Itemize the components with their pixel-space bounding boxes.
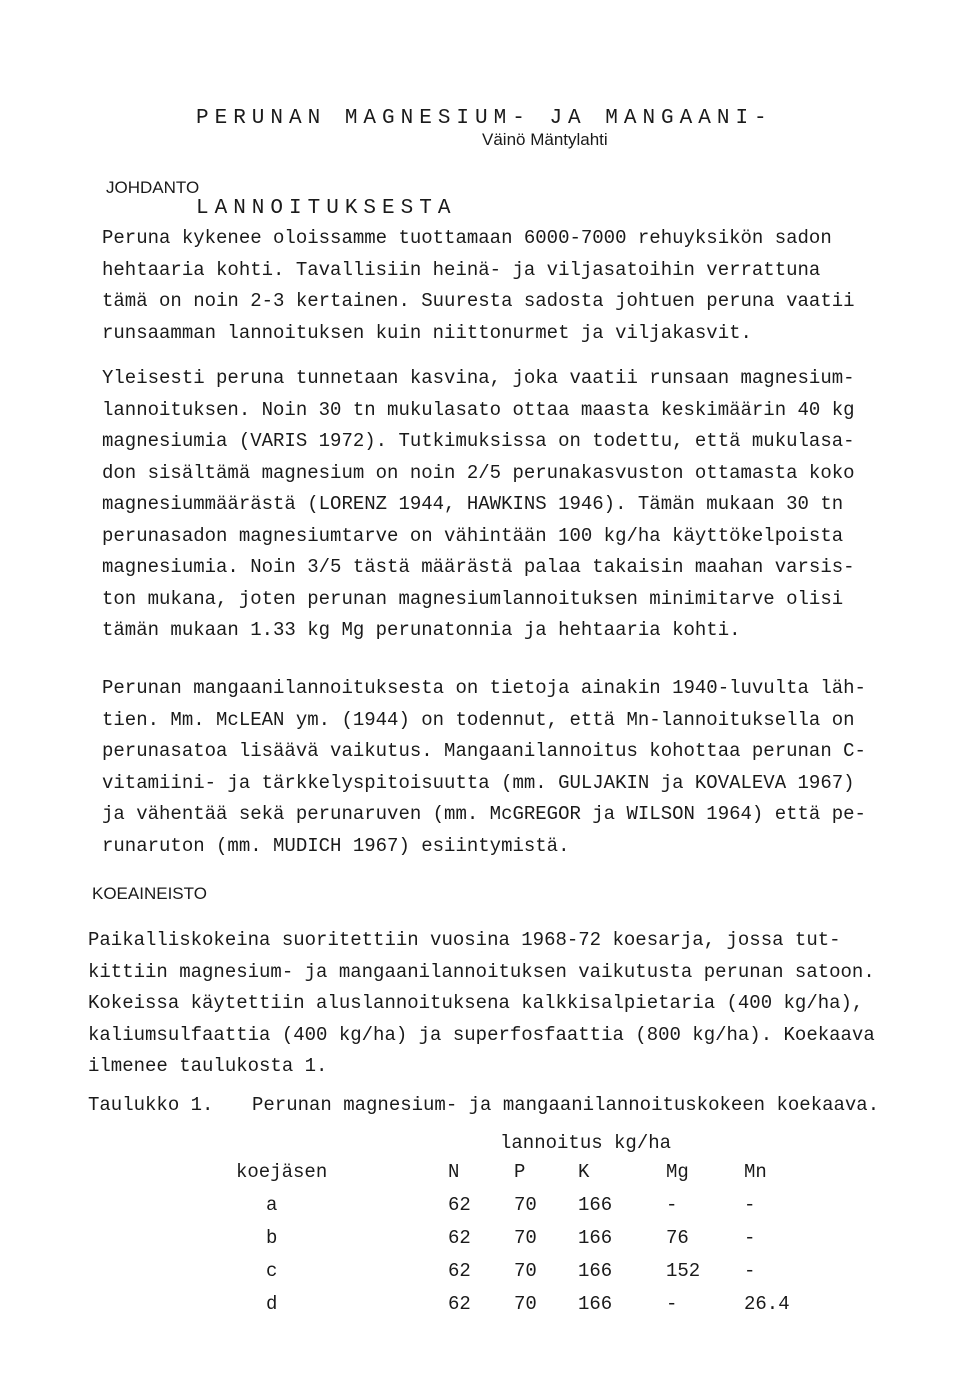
table-cell: 26.4 (744, 1292, 790, 1315)
text-line: ilmenee taulukosta 1. (88, 1055, 328, 1077)
text-line: ja vähentää sekä perunaruven (mm. McGREGOR ja WILSON 1964) että pe- (102, 803, 866, 825)
text-line: Perunan mangaanilannoituksesta on tietoja ainakin 1940-luvulta läh- (102, 677, 866, 699)
text-line: magnesiumia. Noin 3/5 tästä määrästä palaa takaisin maahan varsis- (102, 556, 855, 578)
column-header-koejasen: koejäsen (236, 1160, 328, 1183)
table-cell: c (266, 1259, 278, 1282)
table-group-header: lannoitus kg/ha (500, 1132, 672, 1154)
table-cell: 70 (514, 1193, 537, 1216)
text-line: ton mukana, joten perunan magnesiumlannoituksen minimitarve olisi (102, 587, 844, 610)
text-line: runaruton (mm. MUDICH 1967) esiintymistä. (102, 834, 570, 857)
column-header-k: K (578, 1160, 590, 1183)
table-cell: 166 (578, 1292, 613, 1315)
table-cell: 76 (666, 1226, 689, 1249)
title-line-1: PERUNAN MAGNESIUM- JA MANGAANI- (196, 107, 773, 130)
table-cell: - (744, 1226, 756, 1249)
text-line: perunasatoa lisäävä vaikutus. Mangaanilannoitus kohottaa perunan C- (102, 740, 866, 762)
text-line: magnesiummäärästä (LORENZ 1944, HAWKINS 1946). Tämän mukaan 30 tn (102, 493, 844, 515)
table-row (236, 1188, 804, 1221)
text-line: runsaamman lannoituksen kuin niittonurmet ja viljakasvit. (102, 321, 752, 344)
column-header-mn: Mn (744, 1160, 767, 1183)
table-cell: - (744, 1259, 756, 1282)
table-row (236, 1287, 804, 1320)
column-header-p: P (514, 1160, 526, 1183)
paragraph-materials (88, 925, 948, 1083)
text-line: kittiin magnesium- ja mangaanilannoituksen vaikutusta perunan satoon. (88, 960, 875, 983)
author-name: Väinö Mäntylahti (482, 130, 608, 149)
text-line: Peruna kykenee oloissamme tuottamaan 6000-7000 rehuyksikön sadon (102, 227, 832, 249)
section-heading-johdanto: JOHDANTO (106, 178, 200, 197)
table-row (236, 1221, 804, 1254)
table-label: Taulukko 1. (88, 1094, 214, 1116)
text-line: tämän mukaan 1.33 kg Mg perunatonnia ja hehtaaria kohti. (102, 619, 741, 641)
table-cell: 70 (514, 1226, 537, 1249)
table-cell: - (666, 1292, 678, 1315)
table-cell: - (666, 1193, 678, 1216)
title-line-2: LANNOITUKSESTA (196, 197, 457, 220)
text-line: kaliumsulfaattia (400 kg/ha) ja superfosfaattia (800 kg/ha). Koekaava (88, 1023, 875, 1046)
text-line: perunasadon magnesiumtarve on vähintään 100 kg/ha käyttökelpoista (102, 524, 844, 547)
paragraph-intro-3 (102, 673, 942, 862)
table-cell: d (266, 1292, 278, 1315)
table-header-row (236, 1155, 804, 1188)
fertilization-table (236, 1155, 804, 1320)
table-cell: 70 (514, 1259, 537, 1282)
text-line: magnesiumia (VARIS 1972). Tutkimuksissa on todettu, että mukulasa- (102, 430, 855, 452)
table-row (236, 1254, 804, 1287)
table-cell: b (266, 1226, 278, 1249)
text-line: lannoituksen. Noin 30 tn mukulasato ottaa maasta keskimäärin 40 kg (102, 398, 855, 421)
text-line: Paikalliskokeina suoritettiin vuosina 1968-72 koesarja, jossa tut- (88, 929, 841, 951)
text-line: don sisältämä magnesium on noin 2/5 perunakasvuston ottamasta koko (102, 461, 855, 484)
table-cell: 152 (666, 1259, 701, 1282)
section-heading-koeaineisto: KOEAINEISTO (92, 884, 207, 903)
text-line: hehtaaria kohti. Tavallisiin heinä- ja viljasatoihin verrattuna (102, 258, 821, 281)
column-header-mg: Mg (666, 1160, 689, 1183)
table-cell: 166 (578, 1259, 613, 1282)
table-cell: - (744, 1193, 756, 1216)
table-caption-text: Perunan magnesium- ja mangaanilannoituskokeen koekaava. (252, 1094, 880, 1116)
table-cell: 166 (578, 1193, 613, 1216)
table-cell: 62 (448, 1193, 471, 1216)
table-cell: 62 (448, 1226, 471, 1249)
paragraph-intro-1 (102, 223, 942, 349)
text-line: tien. Mm. McLEAN ym. (1944) on todennut, että Mn-lannoituksella on (102, 708, 855, 731)
text-line: tämä on noin 2-3 kertainen. Suuresta sadosta johtuen peruna vaatii (102, 290, 855, 312)
paragraph-intro-2 (102, 363, 942, 647)
table-cell: a (266, 1193, 278, 1216)
text-line: vitamiini- ja tärkkelyspitoisuutta (mm. GULJAKIN ja KOVALEVA 1967) (102, 771, 855, 794)
column-header-n: N (448, 1160, 460, 1183)
text-line: Kokeissa käytettiin aluslannoituksena kalkkisalpietaria (400 kg/ha), (88, 992, 864, 1014)
text-line: Yleisesti peruna tunnetaan kasvina, joka vaatii runsaan magnesium- (102, 367, 855, 389)
table-cell: 62 (448, 1259, 471, 1282)
table-cell: 70 (514, 1292, 537, 1315)
table-cell: 166 (578, 1226, 613, 1249)
table-cell: 62 (448, 1292, 471, 1315)
